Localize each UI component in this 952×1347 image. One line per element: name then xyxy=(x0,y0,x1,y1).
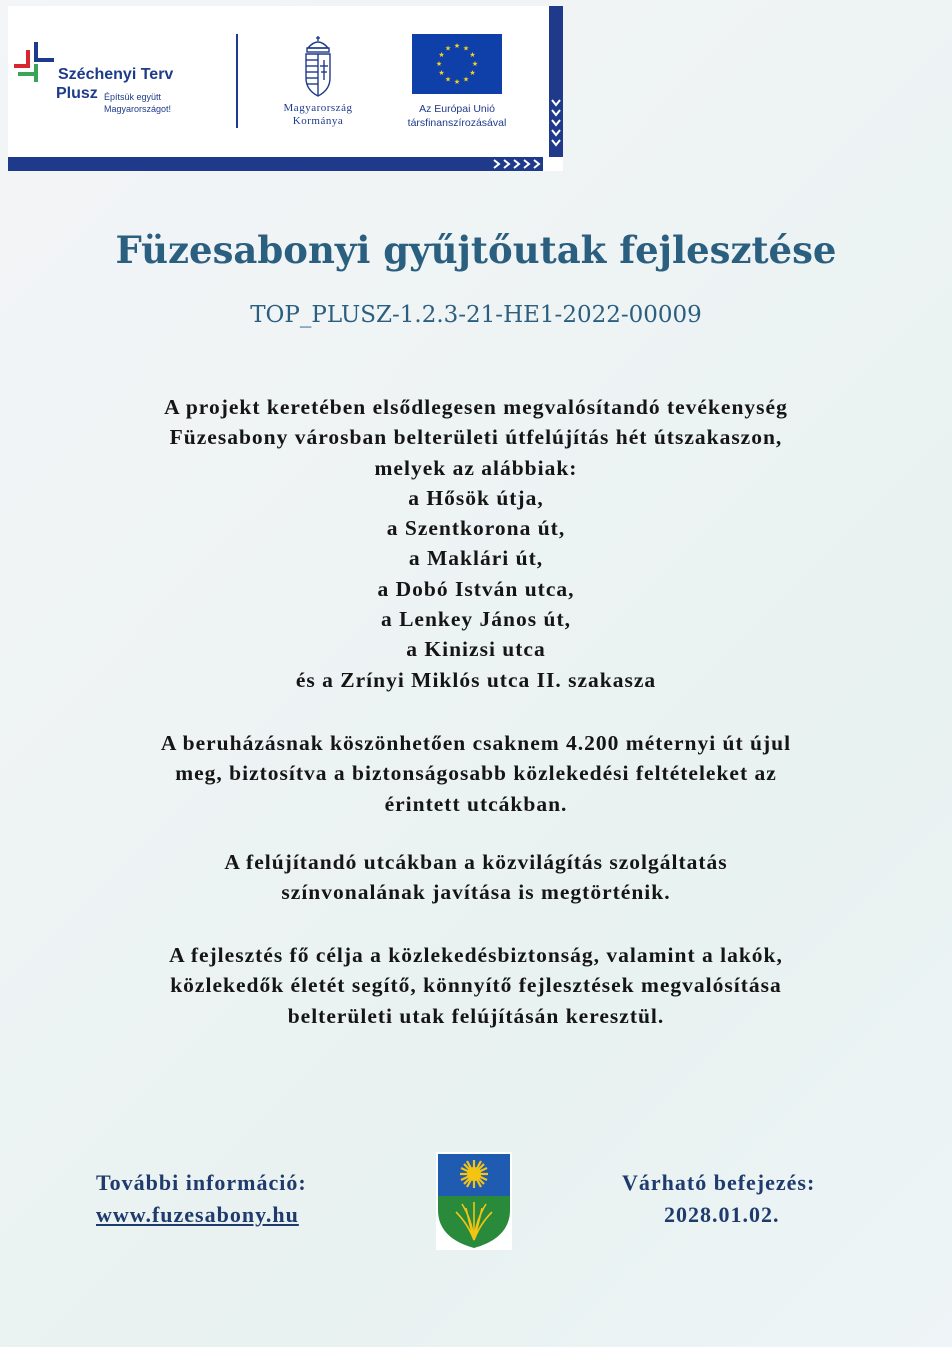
svg-text:★: ★ xyxy=(453,78,461,86)
szechenyi-plus: Plusz xyxy=(56,85,98,102)
szechenyi-title: Széchenyi Terv xyxy=(58,66,174,83)
website-link[interactable]: www.fuzesabony.hu xyxy=(96,1202,299,1227)
paragraph-line: színvonalának javítása is megtörténik. xyxy=(281,880,671,905)
banner-chevrons-horizontal-icon xyxy=(490,157,550,171)
page-title: Füzesabonyi gyűjtőutak fejlesztése xyxy=(115,228,837,272)
more-info-label: További információ: xyxy=(96,1170,307,1195)
eu-line-2: társfinanszírozásával xyxy=(407,117,507,129)
government-label xyxy=(260,102,376,128)
street-item: a Lenkey János út, xyxy=(380,607,572,632)
banner-chevrons-vertical-icon xyxy=(549,96,563,156)
gov-line-2: Kormánya xyxy=(292,115,344,127)
fuzesabony-coat-of-arms-icon xyxy=(436,1152,512,1250)
street-item: a Maklári út, xyxy=(408,546,544,571)
eu-line-1: Az Európai Unió xyxy=(419,103,495,115)
paragraph-line: Füzesabony városban belterületi útfelújítás hét útszakaszon, xyxy=(169,425,783,450)
slogan-line-2: Magyarországot! xyxy=(104,104,172,114)
svg-text:★: ★ xyxy=(453,42,461,50)
paragraph-streets xyxy=(0,392,952,695)
street-item: a Hősök útja, xyxy=(408,485,544,510)
paragraph-lighting xyxy=(0,847,952,908)
svg-text:★: ★ xyxy=(438,69,445,77)
paragraph-line: A fejlesztés fő célja a közlekedésbiztonság, valamint a lakók, xyxy=(169,943,783,967)
paragraph-line: A beruházásnak köszönhetően csaknem 4.200 méternyi út újul xyxy=(160,731,792,755)
eu-flag-icon xyxy=(412,34,502,94)
svg-text:★: ★ xyxy=(471,60,479,68)
paragraph-goal xyxy=(0,940,952,1031)
eu-label xyxy=(396,102,518,130)
szechenyi-slogan xyxy=(104,91,194,115)
expected-completion-date: 2028.01.02. xyxy=(664,1202,780,1227)
paragraph-line: A projekt keretében elsődlegesen megvalósítandó tevékenység xyxy=(164,395,788,419)
svg-text:★: ★ xyxy=(469,69,476,77)
street-item: a Kinizsi utca xyxy=(406,637,546,662)
expected-completion-label: Várható befejezés: xyxy=(622,1170,816,1195)
paragraph-line: meg, biztosítva a biztonságosabb közlekedési feltételeket az xyxy=(175,761,777,786)
street-item: a Szentkorona út, xyxy=(386,516,566,541)
svg-text:★: ★ xyxy=(444,44,452,53)
svg-text:★: ★ xyxy=(438,51,445,59)
banner-bottom-bar xyxy=(8,157,543,171)
logo-divider xyxy=(236,34,238,128)
project-code: TOP_PLUSZ-1.2.3-21-HE1-2022-00009 xyxy=(250,302,702,328)
street-item: a Dobó István utca, xyxy=(377,576,575,601)
paragraph-line: érintett utcákban. xyxy=(384,791,568,816)
szechenyi-cross-icon xyxy=(12,40,56,84)
header-banner xyxy=(8,6,563,171)
street-item: és a Zrínyi Miklós utca II. szakasza xyxy=(295,667,657,692)
svg-text:★: ★ xyxy=(435,60,443,68)
svg-text:★: ★ xyxy=(462,44,470,53)
paragraph-line: melyek az alábbiak: xyxy=(374,455,578,480)
gov-line-1: Magyarország xyxy=(283,102,353,114)
hungarian-crest-icon xyxy=(300,34,336,98)
paragraph-line: belterületi utak felújításán keresztül. xyxy=(287,1003,665,1028)
slogan-line-1: Építsük együtt xyxy=(104,92,162,102)
paragraph-line: A felújítandó utcákban a közvilágítás szolgáltatás xyxy=(224,850,728,874)
svg-text:★: ★ xyxy=(444,75,452,84)
svg-text:★: ★ xyxy=(462,75,470,84)
paragraph-line: közlekedők életét segítő, könnyítő fejlesztések megvalósítása xyxy=(170,973,782,998)
svg-text:★: ★ xyxy=(469,51,476,59)
paragraph-investment xyxy=(0,728,952,819)
